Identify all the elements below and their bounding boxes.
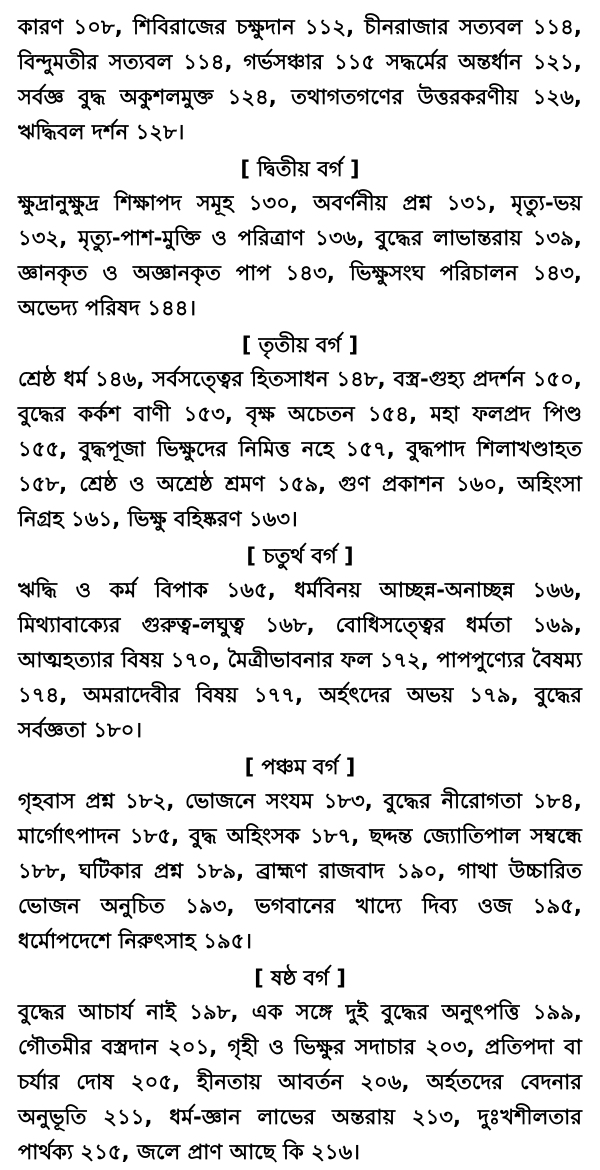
section-text-2: ক্ষুদ্রানুক্ষুদ্র শিক্ষাপদ সমূহ ১৩০, অবর্ণনীয় প্রশ্ন ১৩১, মৃত্যু-ভয় ১৩২, মৃত্যু-পাশ-মুক্তি ও পরিত্রাণ ১৩৬, বুদ্ধের লাভান্তরায় ১৩৯, জ্ঞানকৃত ও অজ্ঞানকৃত পাপ ১৪৩, ভিক্ষুসংঘ পরিচালন ১৪৩, অভেদ্য পরিষদ ১৪৪। (18, 191, 582, 320)
section-heading-6: [ ষষ্ঠ বর্গ ] (254, 966, 346, 990)
section-text-3: শ্রেষ্ঠ ধর্ম ১৪৬, সর্বসত্ত্বের হিতসাধন ১৪৮, বস্ত্র-গুহ্য প্রদর্শন ১৫০, বুদ্ধের কর্কশ বাণী ১৫৩, বৃক্ষ অচেতন ১৫৪, মহা ফলপ্রদ পিণ্ড ১৫৫, বুদ্ধপূজা ভিক্ষুদের নিমিত্ত নহে ১৫৭, বুদ্ধপাদ শিলাখণ্ডাহত ১৫৮, শ্রেষ্ঠ ও অশ্রেষ্ঠ শ্রমণ ১৫৯, গুণ প্রকাশন ১৬০, অহিংসা নিগ্রহ ১৬১, ভিক্ষু বহিষ্করণ ১৬৩। (18, 367, 582, 531)
section-text-4: ঋদ্ধি ও কর্ম বিপাক ১৬৫, ধর্মবিনয় আচ্ছন্ন-অনাচ্ছন্ন ১৬৬, মিথ্যাবাক্যের গুরুত্ব-লঘুত্ব ১৬৮, বোধিসত্ত্বের ধর্মতা ১৬৯, আত্মহত্যার বিষয় ১৭০, মৈত্রীভাবনার ফল ১৭২, পাপপুণ্যের বৈষম্য ১৭৪, অমরাদেবীর বিষয় ১৭৭, অর্হৎদের অভয় ১৭৯, বুদ্ধের সর্বজ্ঞতা ১৮০। (18, 578, 582, 742)
section-heading-4: [ চতুর্থ বর্গ ] (246, 544, 354, 568)
section-heading-3: [ তৃতীয় বর্গ ] (241, 333, 359, 357)
section-text-5: গৃহবাস প্রশ্ন ১৮২, ভোজনে সংযম ১৮৩, বুদ্ধের নীরোগতা ১৮৪, মার্গোৎপাদন ১৮৫, বুদ্ধ অহিংসক ১৮৭, ছদ্দন্ত জ্যোতিপাল সম্বন্ধে ১৮৮, ঘটিকার প্রশ্ন ১৮৯, ব্রাহ্মণ রাজবাদ ১৯০, গাথা উচ্চারিত ভোজন অনুচিত ১৯৩, ভগবানের খাদ্যে দিব্য ওজ ১৯৫, ধর্মোপদেশে নিরুৎসাহ ১৯৫। (18, 789, 582, 953)
intro-paragraph: কারণ ১০৮, শিবিরাজের চক্ষুদান ১১২, চীনরাজার সত্যবল ১১৪, বিন্দুমতীর সত্যবল ১১৪, গর্ভসঞ্চার ১১৫ সদ্ধর্মের অন্তর্ধান ১২১, সর্বজ্ঞ বুদ্ধ অকুশলমুক্ত ১২৪, তথাগতগণের উত্তরকরণীয় ১২৬, ঋদ্ধিবল দর্শন ১২৮। (18, 15, 582, 144)
section-heading-2: [ দ্বিতীয় বর্গ ] (240, 157, 360, 181)
section-text-6: বুদ্ধের আচার্য নাই ১৯৮, এক সঙ্গে দুই বুদ্ধের অনুৎপত্তি ১৯৯, গৌতমীর বস্ত্রদান ২০১, গৃহী ও ভিক্ষুর সদাচার ২০৩, প্রতিপদা বা চর্যার দোষ ২০৫, হীনতায় আবর্তন ২০৬, অর্হতদের বেদনার অনুভূতি ২১১, ধর্ম-জ্ঞান লাভের অন্তরায় ২১৩, দুঃখশীলতার পার্থক্য ২১৫, জলে প্রাণ আছে কি ২১৬। (18, 1000, 582, 1164)
section-heading-5: [ পঞ্চম বর্গ ] (244, 755, 356, 779)
